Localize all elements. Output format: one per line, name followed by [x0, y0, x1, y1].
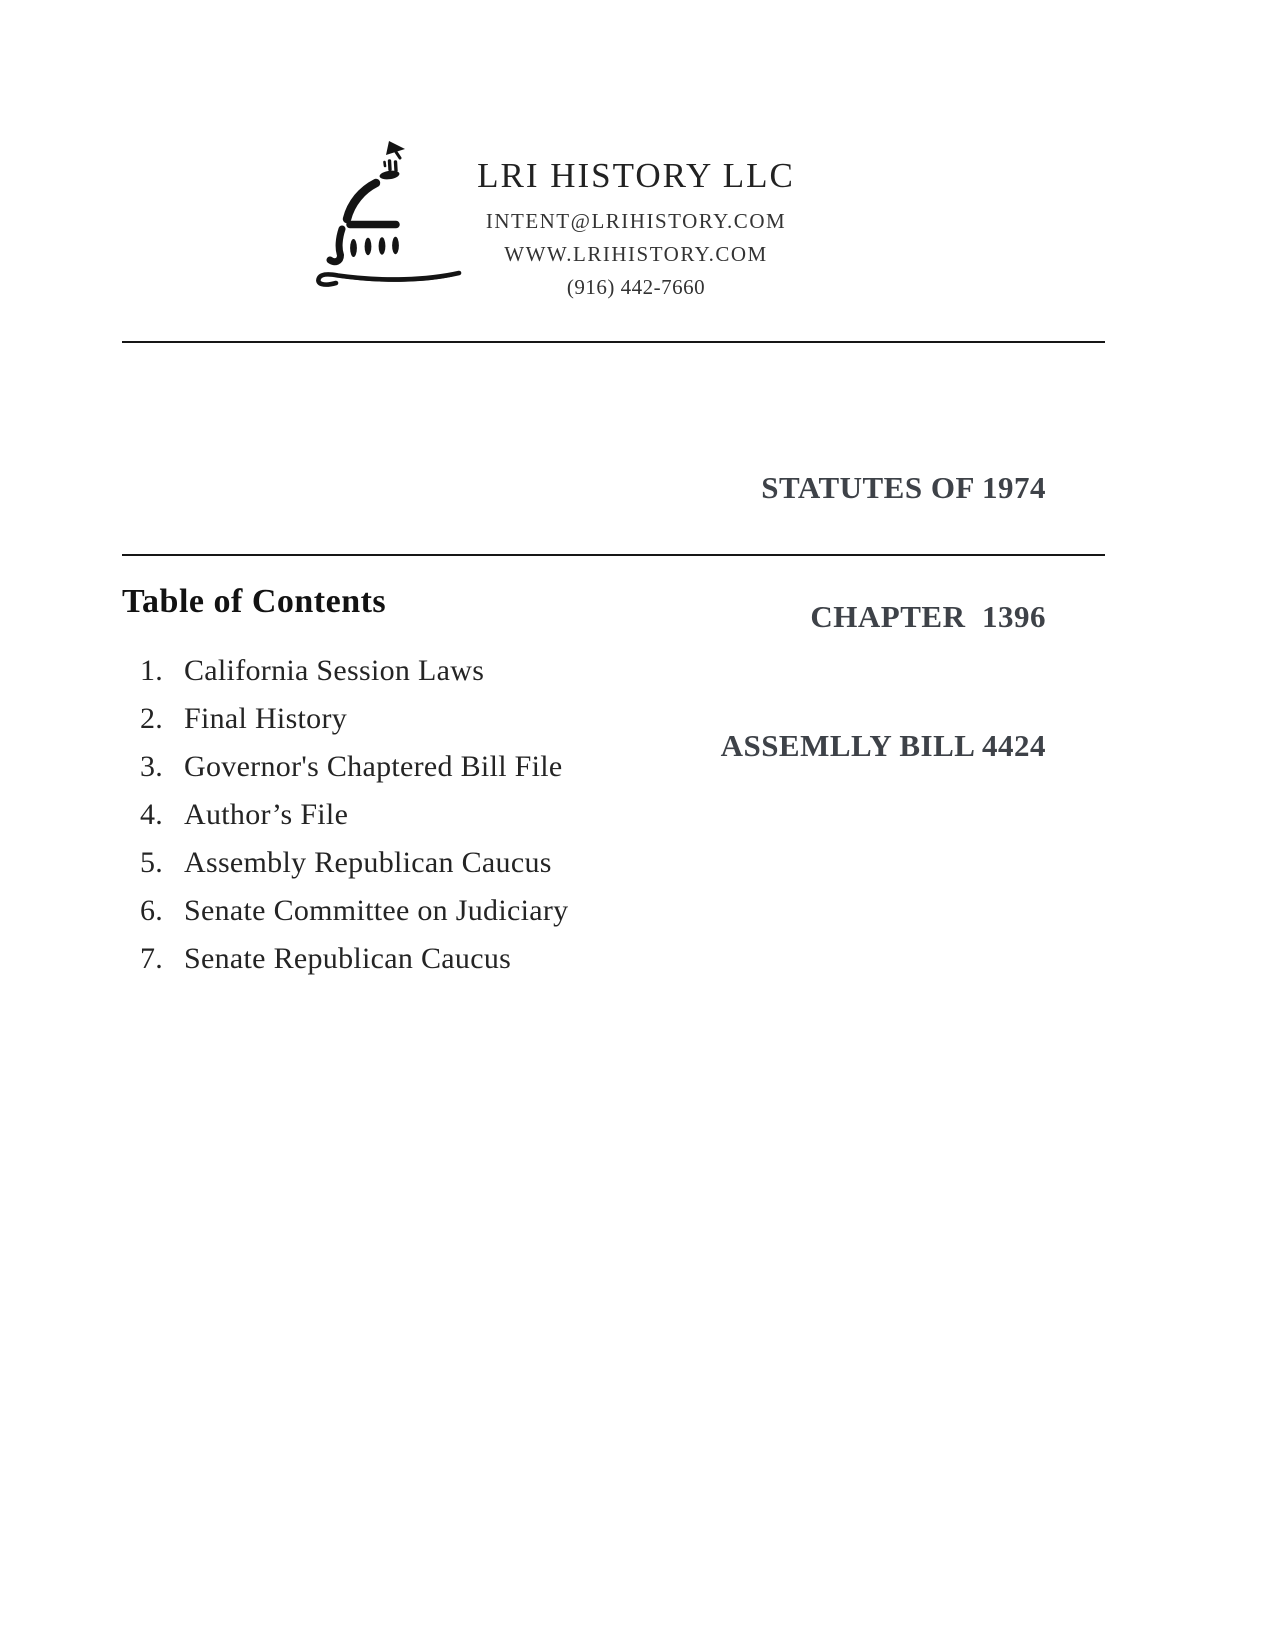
- toc-item-number: 5.: [140, 846, 164, 879]
- statute-line-bill: ASSEMLLY BILL 4424: [720, 728, 1046, 763]
- toc-item-number: 1.: [140, 654, 164, 687]
- statute-block: [721, 380, 1046, 853]
- toc-item-label: Governor's Chaptered Bill File: [184, 750, 563, 783]
- toc-item-label: California Session Laws: [184, 654, 485, 687]
- company-name: LRI HISTORY LLC: [477, 156, 795, 195]
- toc-list: [140, 655, 568, 991]
- toc-item-number: 2.: [140, 702, 164, 735]
- logo-drum-stroke: [330, 229, 342, 262]
- toc-item-label: Author’s File: [184, 798, 349, 831]
- company-email: INTENT@LRIHISTORY.COM: [485, 209, 787, 233]
- logo-cupola-dash-3: [396, 162, 397, 171]
- letterhead-contact: [420, 158, 852, 299]
- logo-column-2: [365, 238, 372, 255]
- divider-bottom: [122, 554, 1105, 556]
- toc-item-7: [140, 943, 568, 974]
- toc-item-4: [140, 799, 568, 830]
- toc-item-label: Senate Committee on Judiciary: [184, 894, 569, 927]
- logo-column-1: [350, 239, 357, 257]
- toc-item-5: [140, 847, 568, 878]
- logo-flag-pole: [396, 152, 400, 158]
- toc-item-3: [140, 751, 568, 782]
- logo-column-4: [392, 237, 399, 254]
- logo-dome-stroke: [347, 183, 376, 219]
- toc-item-2: [140, 703, 568, 734]
- statute-line-statutes: STATUTES OF 1974: [761, 470, 1046, 505]
- toc-item-number: 6.: [140, 894, 164, 927]
- toc-title: Table of Contents: [122, 583, 387, 620]
- toc-item-number: 3.: [140, 750, 164, 783]
- toc-item-number: 7.: [140, 942, 164, 975]
- logo-cupola-dash-2: [390, 161, 391, 170]
- statute-line-chapter: CHAPTER 1396: [810, 599, 1046, 634]
- divider-top: [122, 341, 1105, 343]
- toc-item-label: Final History: [184, 702, 348, 735]
- toc-item-1: [140, 655, 568, 686]
- toc-item-label: Senate Republican Caucus: [184, 942, 512, 975]
- company-website: WWW.LRIHISTORY.COM: [504, 242, 768, 266]
- toc-item-label: Assembly Republican Caucus: [184, 846, 552, 879]
- toc-item-6: [140, 895, 568, 926]
- company-phone: (916) 442-7660: [566, 275, 706, 299]
- logo-column-3: [379, 237, 386, 254]
- toc-item-number: 4.: [140, 798, 164, 831]
- logo-cupola-dash-1: [385, 162, 386, 166]
